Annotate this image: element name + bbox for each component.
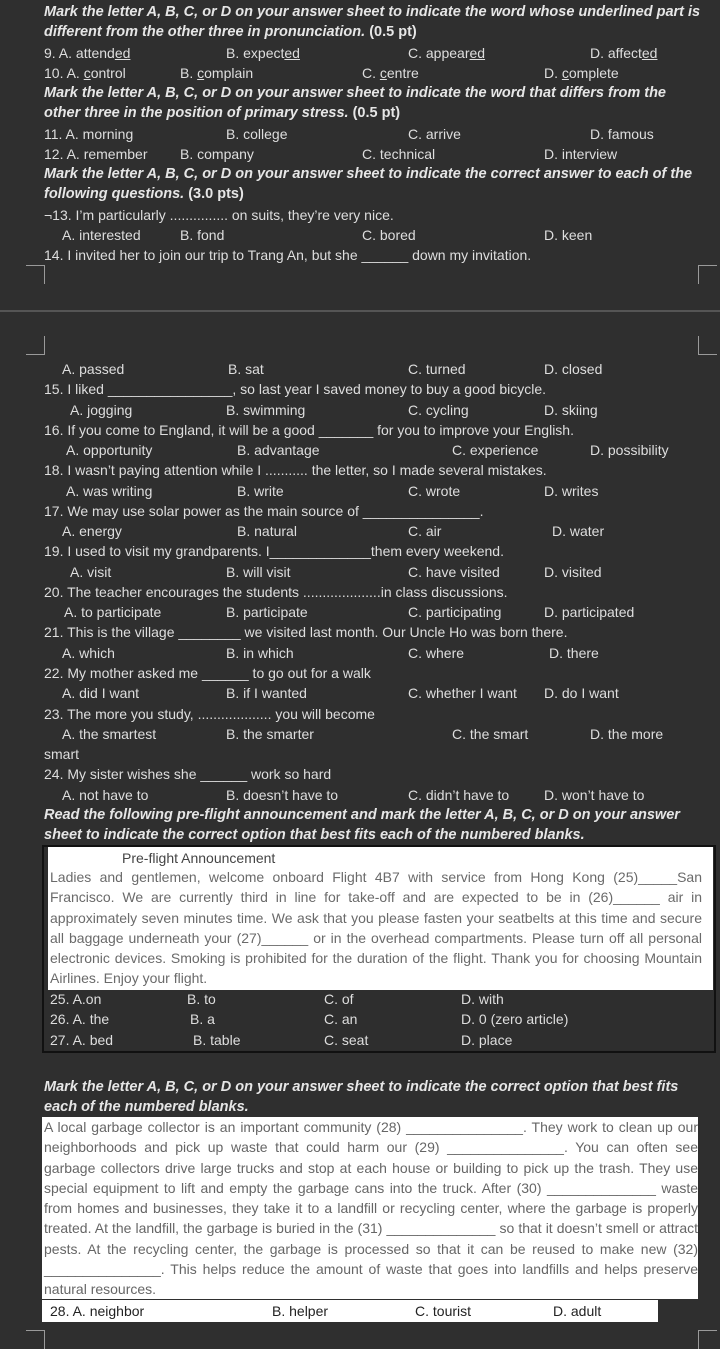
q18-option-b: B. write xyxy=(237,483,284,499)
page-corner-mark xyxy=(26,265,45,284)
q24-option-c: C. didn’t have to xyxy=(408,787,510,803)
q19-option-a: A. visit xyxy=(70,564,112,580)
announcement-title: Pre-flight Announcement xyxy=(122,850,276,866)
q28-option-d: D. adult xyxy=(553,1303,602,1319)
q28-option-c: C. tourist xyxy=(415,1303,472,1319)
q23-option-a: A. the smartest xyxy=(62,726,157,742)
q20-option-d: D. participated xyxy=(544,604,635,620)
q13-option-d: D. keen xyxy=(544,227,593,243)
q17-stem: 17. We may use solar power as the main source of _______________. xyxy=(44,503,484,519)
q18-stem: 18. I wasn’t paying attention while I ........... the letter, so I made several mistakes. xyxy=(44,462,547,478)
q26-option-c: C. an xyxy=(324,1011,358,1027)
q20-stem: 20. The teacher encourages the students ....................in class discussions. xyxy=(44,584,508,600)
q23-option-c: C. the smart xyxy=(452,726,529,742)
pron-instruction-text: different from the other three in pronunciation. xyxy=(44,24,366,40)
q27-option-a: 27. A. bed xyxy=(50,1032,114,1048)
q24-option-d: D. won’t have to xyxy=(544,787,645,803)
q17-option-a: A. energy xyxy=(62,523,122,539)
blanks-instruction-line2: each of the numbered blanks. xyxy=(44,1099,249,1115)
garbage-passage: A local garbage collector is an important community (28) _______________. They work to clean up our neighborhoods and pick up waste that could harm our (29) _______________. You can often see garbage collectors drive large trucks and stop at each house or building to pick up the trash. They use special equipment to lift and empty the garbage cans into the truck. After (30) ______________ waste from homes and businesses, they take it to a landfill or recycling center, where the garbage is properly treated. At the landfill, the garbage is buried in the (31) ______________ so that it doesn’t smell or attract pests. At the recycling center, the garbage is processed so that it can be reused to make new (32) _______________. This helps reduce the amount of waste that goes into landfills and helps preserve natural resources. xyxy=(44,1119,698,1298)
q18-option-a: A. was writing xyxy=(66,483,153,499)
q12-option-c: C. technical xyxy=(362,146,436,162)
q13-option-a: A. interested xyxy=(62,227,141,243)
q18-option-c: C. wrote xyxy=(408,483,461,499)
pron-instruction-line2 xyxy=(44,22,417,42)
q10-option-c: C. centre xyxy=(362,65,419,81)
pron-points: (0.5 pt) xyxy=(369,24,417,40)
q27-option-b: B. table xyxy=(193,1032,241,1048)
questions-instruction-line1: Mark the letter A, B, C, or D on your answer sheet to indicate the correct answer to each of the xyxy=(44,166,693,182)
q14-option-d: D. closed xyxy=(544,361,603,377)
q21-option-d: D. there xyxy=(549,645,599,661)
q25-option-a: 25. A.on xyxy=(50,991,102,1007)
q28-option-b: B. helper xyxy=(272,1303,329,1319)
q20-option-a: A. to participate xyxy=(64,604,162,620)
q20-option-c: C. participating xyxy=(408,604,502,620)
page-break-divider xyxy=(0,310,720,312)
q24-option-b: B. doesn’t have to xyxy=(226,787,339,803)
q9-option-d: D. affected xyxy=(590,45,658,61)
q27-option-d: D. place xyxy=(461,1032,513,1048)
reading-instruction-line2: sheet to indicate the correct option that best fits each of the numbered blanks. xyxy=(44,827,585,843)
q11-option-c: C. arrive xyxy=(408,126,461,142)
stress-instruction-line1: Mark the letter A, B, C, or D on your answer sheet to indicate the word that differs from the xyxy=(44,85,666,101)
q23-option-d: D. the more xyxy=(590,726,664,742)
page-corner-mark xyxy=(26,336,45,355)
q21-option-a: A. which xyxy=(62,645,115,661)
q12-option-a: 12. A. remember xyxy=(44,146,148,162)
q26-option-b: B. a xyxy=(190,1011,215,1027)
q16-option-c: C. experience xyxy=(452,442,539,458)
q9-option-b: B. expected xyxy=(226,45,300,61)
q28-options-row xyxy=(42,1300,658,1322)
q25-option-d: D. with xyxy=(461,991,504,1007)
page-corner-mark xyxy=(698,336,717,355)
q13-option-c: C. bored xyxy=(362,227,416,243)
q18-option-d: D. writes xyxy=(544,483,599,499)
q20-option-b: B. participate xyxy=(226,604,308,620)
q25-option-c: C. of xyxy=(324,991,354,1007)
q24-option-a: A. not have to xyxy=(62,787,149,803)
q21-stem: 21. This is the village ________ we visited last month. Our Uncle Ho was born there. xyxy=(44,624,568,640)
q15-option-d: D. skiing xyxy=(544,402,598,418)
q13-option-b: B. fond xyxy=(180,227,225,243)
q25-option-b: B. to xyxy=(187,991,216,1007)
q22-stem: 22. My mother asked me ______ to go out for a walk xyxy=(44,665,371,681)
q16-option-b: B. advantage xyxy=(237,442,320,458)
q11-option-d: D. famous xyxy=(590,126,654,142)
q12-option-b: B. company xyxy=(180,146,254,162)
q19-option-c: C. have visited xyxy=(408,564,500,580)
q15-option-b: B. swimming xyxy=(226,402,306,418)
q14-stem: 14. I invited her to join our trip to Trang An, but she ______ down my invitation. xyxy=(44,247,532,263)
q9-option-c: C. appeared xyxy=(408,45,486,61)
q16-option-a: A. opportunity xyxy=(66,442,153,458)
q16-option-d: D. possibility xyxy=(590,442,669,458)
q19-stem: 19. I used to visit my grandparents. I_____________them every weekend. xyxy=(44,543,504,559)
q14-option-b: B. sat xyxy=(228,361,264,377)
q26-option-d: D. 0 (zero article) xyxy=(461,1011,569,1027)
q23-stem: 23. The more you study, ................... you will become xyxy=(44,706,375,722)
q14-option-c: C. turned xyxy=(408,361,466,377)
q22-option-b: B. if I wanted xyxy=(226,685,307,701)
q10-option-b: B. complain xyxy=(180,65,254,81)
q22-option-c: C. whether I want xyxy=(408,685,517,701)
questions-instruction-line2: following questions. (3.0 pts) xyxy=(44,186,244,202)
q16-stem: 16. If you come to England, it will be a good _______ for you to improve your English. xyxy=(44,422,574,438)
q21-option-b: B. in which xyxy=(226,645,294,661)
page-corner-mark xyxy=(698,1330,717,1349)
page-corner-mark xyxy=(26,1330,45,1349)
q23-option-d-wrap: smart xyxy=(44,746,79,762)
announcement-text: Ladies and gentlemen, welcome onboard Flight 4B7 with service from Hong Kong (25)_____San Francisco. We are currently third in line for take-off and are expected to be in (26)______ air in approximately seven minutes time. We ask that you please fasten your seatbelts at this time and secure all baggage underneath your (27)______ or in the overhead compartments. Please turn off all personal electronic devices. Smoking is prohibited for the duration of the flight. Thank you for choosing Mountain Airlines. Enjoy your flight. xyxy=(50,869,702,987)
q24-stem: 24. My sister wishes she ______ work so hard xyxy=(44,766,332,782)
pron-instruction-line1: Mark the letter A, B, C, or D on your answer sheet to indicate the word whose underlined part is xyxy=(44,4,701,20)
q11-option-b: B. college xyxy=(226,126,288,142)
q14-option-a: A. passed xyxy=(62,361,125,377)
q11-option-a: 11. A. morning xyxy=(44,126,134,142)
q15-option-c: C. cycling xyxy=(408,402,469,418)
q17-option-b: B. natural xyxy=(237,523,297,539)
q10-option-a: 10. A. control xyxy=(44,65,126,81)
q15-stem: 15. I liked ________________, so last year I saved money to buy a good bicycle. xyxy=(44,381,547,397)
q21-option-c: C. where xyxy=(408,645,465,661)
q13-stem: ¬13. I’m particularly ............... on suits, they’re very nice. xyxy=(44,207,394,223)
q12-option-d: D. interview xyxy=(544,146,618,162)
q19-option-b: B. will visit xyxy=(226,564,291,580)
q22-option-d: D. do I want xyxy=(544,685,619,701)
q22-option-a: A. did I want xyxy=(62,685,140,701)
q27-option-c: C. seat xyxy=(324,1032,369,1048)
reading-instruction-line1: Read the following pre-flight announcement and mark the letter A, B, C, or D on your answer xyxy=(44,807,680,823)
q9-option-a: 9. A. attended xyxy=(44,45,131,61)
q28-option-a: 28. A. neighbor xyxy=(50,1303,145,1319)
q15-option-a: A. jogging xyxy=(70,402,133,418)
q17-option-d: D. water xyxy=(552,523,605,539)
q17-option-c: C. air xyxy=(408,523,442,539)
blanks-instruction-line1: Mark the letter A, B, C, or D on your answer sheet to indicate the correct option that best fits xyxy=(44,1079,679,1095)
q19-option-d: D. visited xyxy=(544,564,602,580)
q10-option-d: D. complete xyxy=(544,65,619,81)
q26-option-a: 26. A. the xyxy=(50,1011,110,1027)
page-corner-mark xyxy=(698,265,717,284)
stress-instruction-line2: other three in the position of primary stress. (0.5 pt) xyxy=(44,105,401,121)
q23-option-b: B. the smarter xyxy=(226,726,314,742)
